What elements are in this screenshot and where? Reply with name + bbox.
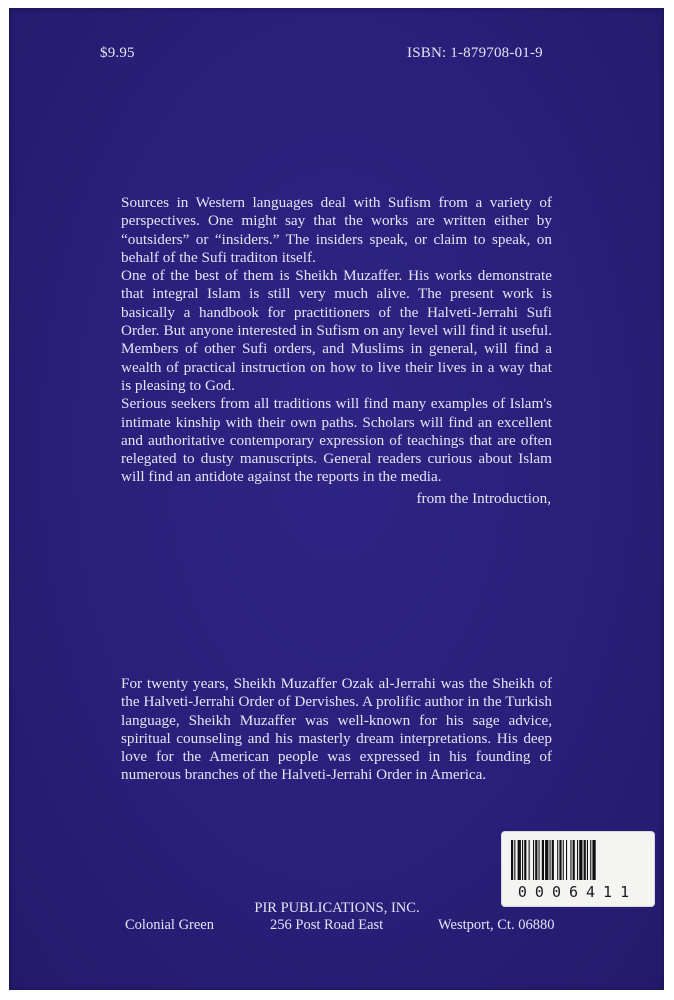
isbn: ISBN: 1-879708-01-9 bbox=[407, 45, 543, 61]
introduction-excerpt bbox=[121, 194, 552, 487]
publisher-street: 256 Post Road East bbox=[270, 917, 384, 933]
intro-paragraph: One of the best of them is Sheikh Muzaffer. His works demonstrate that integral Islam is still very much alive. The present work is basically a handbook for practitioners of the Halveti-Jerrahi Sufi Order. But anyone interested in Sufism on any level will find it useful. Members of other Sufi orders, and Muslims in general, will find a wealth of practical instruction on how to live their lives in a way that is pleasing to God. bbox=[121, 267, 552, 394]
barcode-number: 0006411 bbox=[517, 883, 638, 901]
intro-paragraph: Serious seekers from all traditions will find many examples of Islam's intimate kinship with their own paths. Scholars will find an excellent and authoritative contemporary expression of teachings that are often relegated to dusty manuscripts. General readers curious about Islam will find an antidote against the reports in the media. bbox=[121, 395, 552, 486]
publisher-address-line: Colonial Green bbox=[125, 917, 214, 933]
publisher-name: PIR PUBLICATIONS, INC. bbox=[254, 900, 420, 916]
publisher-city: Westport, Ct. 06880 bbox=[438, 917, 555, 933]
intro-paragraph: Sources in Western languages deal with Sufism from a variety of perspectives. One might say that the works are written either by “outsiders” or “insiders.” The insiders speak, or claim to speak, on behalf of the Sufi traditon itself. bbox=[121, 194, 552, 266]
author-biography: For twenty years, Sheikh Muzaffer Ozak al-Jerrahi was the Sheikh of the Halveti-Jerrahi Order of Dervishes. A prolific author in the Turkish language, Sheikh Muzaffer was well-known for his sage advice, spiritual counseling and his masterly dream interpretations. His deep love for the American people was expressed in his founding of numerous branches of the Halveti-Jerrahi Order in America. bbox=[121, 675, 552, 784]
price: $9.95 bbox=[100, 45, 135, 61]
barcode-icon bbox=[510, 840, 645, 880]
intro-attribution: from the Introduction, bbox=[416, 490, 551, 507]
barcode-sticker bbox=[502, 832, 654, 906]
